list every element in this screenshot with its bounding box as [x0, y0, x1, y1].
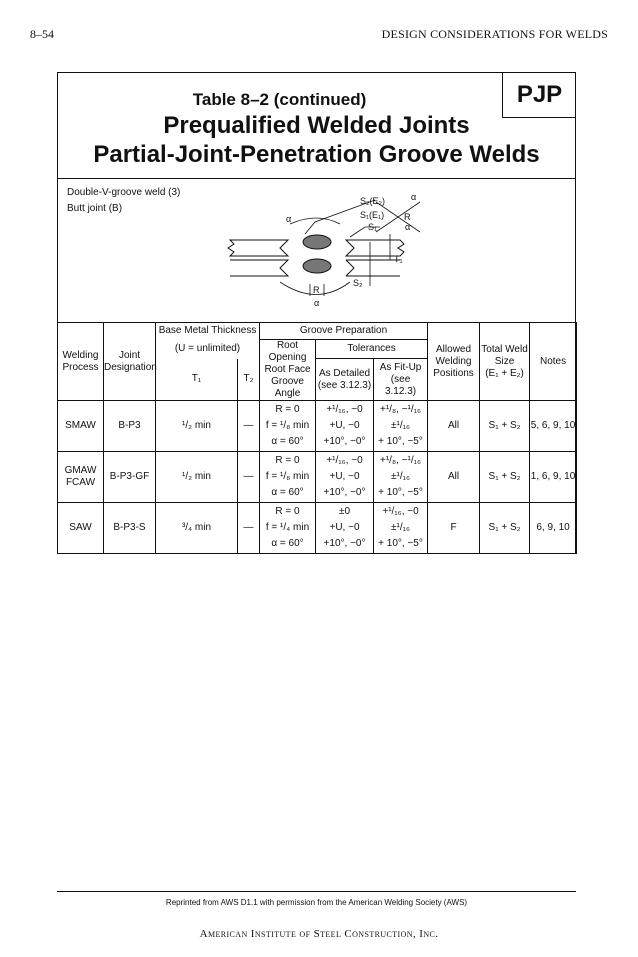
cell-notes: 6, 9, 10	[530, 503, 577, 554]
cell-weld-size: S₁ + S₂	[480, 401, 530, 452]
label-s2: S₂	[353, 278, 363, 288]
header-as-fit-up-ref: (see 3.12.3)	[384, 373, 417, 397]
table-number-title: Table 8–2 (continued)	[192, 90, 367, 109]
cell-root-opening: R = 0	[275, 455, 300, 466]
header-base-metal-thickness: Base Metal Thickness	[156, 323, 260, 340]
label-alpha-top: α	[411, 192, 417, 202]
cell-as-detailed	[316, 452, 374, 503]
cell-t2: —	[238, 452, 260, 503]
label-alpha-right: α	[405, 222, 411, 232]
cell-designation: B-P3	[104, 401, 156, 452]
weld-bead-top	[303, 235, 331, 249]
header-unlimited: (U = unlimited)	[156, 340, 260, 359]
header-as-detailed	[316, 359, 374, 401]
cell-as-detailed-angle: +10°, −0°	[323, 538, 366, 549]
header-allowed-positions: Allowed Welding Positions	[428, 323, 480, 401]
cell-designation: B-P3-S	[104, 503, 156, 554]
plate-left	[228, 240, 288, 276]
label-s1: S₁	[368, 222, 378, 232]
label-r-bottom: R	[313, 285, 320, 295]
header-joint-designation: Joint Designation	[104, 323, 156, 401]
cell-root-face: f = ¹/₈ min	[265, 471, 310, 482]
cell-as-fit-up-angle: + 10°, −5°	[378, 436, 423, 447]
table-row	[58, 503, 577, 554]
cell-root-face: f = ¹/₄ min	[265, 522, 310, 533]
cell-positions: F	[428, 503, 480, 554]
cell-as-fit-up-face: ±¹/₁₆	[391, 420, 411, 431]
cell-as-fit-up-opening: +¹/₈, −¹/₁₆	[380, 455, 422, 466]
header-t2: T₂	[238, 359, 260, 401]
joint-type: Butt joint (B)	[67, 203, 123, 214]
header-as-detailed-ref: (see 3.12.3)	[317, 379, 372, 391]
cell-as-fit-up-face: ±¹/₁₆	[391, 522, 411, 533]
running-header: DESIGN CONSIDERATIONS FOR WELDS	[381, 27, 608, 41]
cell-as-fit-up-angle: + 10°, −5°	[378, 538, 423, 549]
page-number: 8–54	[30, 27, 54, 41]
cell-process: SMAW	[58, 401, 104, 452]
cell-t1: ¹/₂ min	[156, 452, 238, 503]
cell-notes: 5, 6, 9, 10	[530, 401, 577, 452]
cell-as-fit-up-opening: +¹/₁₆, −0	[382, 506, 419, 517]
cell-root-face: f = ¹/₈ min	[265, 420, 310, 431]
header-as-fit-up-label: As Fit-Up	[379, 361, 422, 373]
cell-as-fit-up-opening: +¹/₈, −¹/₁₆	[380, 404, 422, 415]
table-title-sub: Partial-Joint-Penetration Groove Welds	[93, 141, 540, 168]
cell-as-detailed-angle: +10°, −0°	[323, 436, 366, 447]
weld-joint-diagram	[200, 182, 460, 312]
cell-weld-size: S₁ + S₂	[480, 503, 530, 554]
table-row	[58, 401, 577, 452]
title-divider	[57, 178, 576, 179]
cell-process: GMAW FCAW	[58, 452, 104, 503]
header-tolerances: Tolerances	[316, 340, 428, 359]
table-title-main: Prequalified Welded Joints	[163, 112, 470, 139]
dimension-lines	[280, 200, 420, 296]
cell-process: SAW	[58, 503, 104, 554]
header-t1: T₁	[156, 359, 238, 401]
table-row	[58, 452, 577, 503]
joint-description: Double-V-groove weld (3)	[67, 187, 181, 198]
header-as-fit-up	[374, 359, 428, 401]
header-root: Root Opening Root Face Groove Angle	[260, 340, 316, 401]
cell-groove-angle: α = 60°	[271, 436, 304, 447]
cell-as-fit-up-angle: + 10°, −5°	[378, 487, 423, 498]
header-total-weld-size-label: Total Weld Size	[481, 343, 528, 367]
label-s1e1: S₁(E₁)	[360, 210, 385, 220]
cell-root	[260, 401, 316, 452]
cell-as-detailed-angle: +10°, −0°	[323, 487, 366, 498]
cell-weld-size: S₁ + S₂	[480, 452, 530, 503]
footer-divider	[57, 891, 576, 892]
cell-groove-angle: α = 60°	[271, 538, 304, 549]
header-weld-size-formula: (E₁ + E₂)	[485, 367, 524, 379]
cell-groove-angle: α = 60°	[271, 487, 304, 498]
cell-t1: ³/₄ min	[156, 503, 238, 554]
cell-root-opening: R = 0	[275, 404, 300, 415]
cell-positions: All	[428, 452, 480, 503]
cell-root	[260, 452, 316, 503]
header-total-weld-size	[480, 323, 530, 401]
cell-root-opening: R = 0	[275, 506, 300, 517]
prequalified-joint-table	[57, 322, 577, 554]
label-alpha-bottom: α	[314, 298, 320, 308]
cell-positions: All	[428, 401, 480, 452]
header-groove-preparation: Groove Preparation	[260, 323, 428, 340]
publisher-footer: American Institute of Steel Construction, Inc.	[199, 928, 439, 940]
label-r-top: R	[404, 212, 411, 222]
reprint-notice: Reprinted from AWS D1.1 with permission from the American Welding Society (AWS)	[165, 898, 468, 907]
label-s2e2: S₂(E₂)	[360, 196, 385, 206]
weld-bead-bottom	[303, 259, 331, 273]
cell-as-detailed-opening: +¹/₁₆, −0	[326, 455, 363, 466]
label-alpha-left: α	[286, 214, 292, 224]
header-as-detailed-label: As Detailed	[318, 367, 371, 379]
cell-as-fit-up	[374, 503, 428, 554]
cell-as-detailed-face: +U, −0	[329, 522, 360, 533]
cell-root	[260, 503, 316, 554]
cell-as-fit-up	[374, 452, 428, 503]
cell-designation: B-P3-GF	[104, 452, 156, 503]
cell-as-detailed-opening: +¹/₁₆, −0	[326, 404, 363, 415]
cell-as-fit-up	[374, 401, 428, 452]
cell-t2: —	[238, 401, 260, 452]
header-welding-process: Welding Process	[58, 323, 104, 401]
header-notes: Notes	[530, 323, 577, 401]
cell-as-detailed-opening: ±0	[338, 506, 351, 517]
label-t1: T₁	[394, 254, 403, 264]
cell-t1: ¹/₂ min	[156, 401, 238, 452]
cell-notes: 1, 6, 9, 10	[530, 452, 577, 503]
cell-t2: —	[238, 503, 260, 554]
cell-as-detailed-face: +U, −0	[329, 471, 360, 482]
cell-as-detailed-face: +U, −0	[329, 420, 360, 431]
pjp-badge: PJP	[502, 72, 576, 118]
cell-as-detailed	[316, 503, 374, 554]
cell-as-fit-up-face: ±¹/₁₆	[391, 471, 411, 482]
cell-as-detailed	[316, 401, 374, 452]
